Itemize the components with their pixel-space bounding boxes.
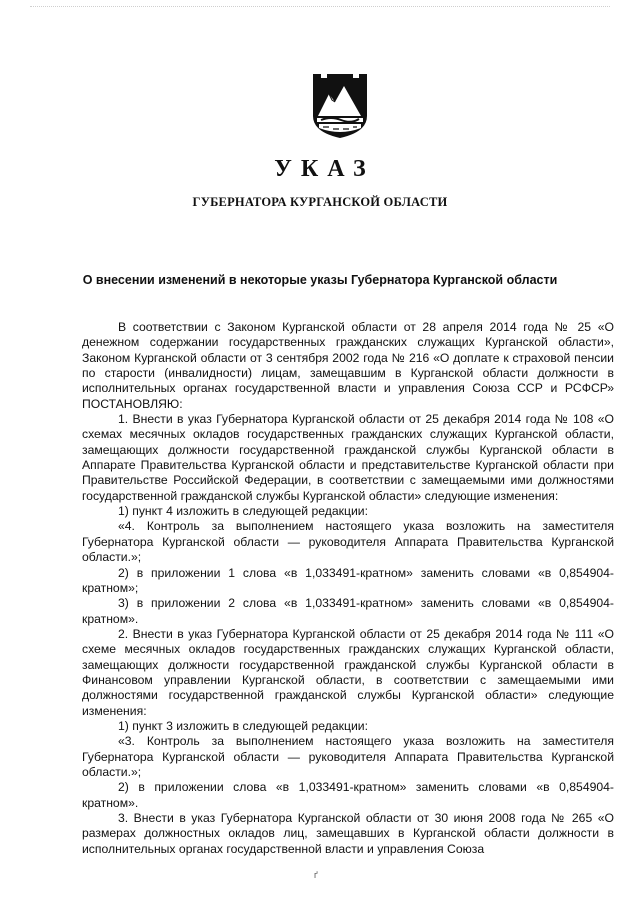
item-1-sub-2: 2) в приложении 1 слова «в 1,033491-кратном» заменить словами «в 0,854904-кратном»; (82, 565, 614, 595)
preamble-paragraph: В соответствии с Законом Курганской области от 28 апреля 2014 года № 25 «О денежном содержании государственных гражданских служащих Курганской области», Законом Курганской области от 3 сентября 2002 года № 216 «О доплате к страховой пенсии по старости (инвалидности) лицам, замещавшим в Курганской области должности в исполнительных органах государственной власти и управления Союза ССР и РСФСР» ПОСТАНОВЛЯЮ: (82, 320, 614, 411)
decree-issuer: ГУБЕРНАТОРА КУРГАНСКОЙ ОБЛАСТИ (192, 195, 448, 209)
document-body (82, 320, 614, 857)
item-2-sub-1: 1) пункт 3 изложить в следующей редакции: (118, 718, 368, 733)
item-3-paragraph: 3. Внести в указ Губернатора Курганской области от 30 июня 2008 года № 265 «О размерах должностных окладов лиц, замещавших в Курганской области должности в исполнительных органах государственной власти и управления Союза (82, 811, 614, 856)
item-2-sub-2: 2) в приложении слова «в 1,033491-кратном» заменить словами «в 0,854904-кратном». (82, 780, 614, 810)
item-2-quote: «3. Контроль за выполнением настоящего указа возложить на заместителя Губернатора Курганской области — руководителя Аппарата Правительства Курганской области.»; (82, 734, 614, 779)
item-2-paragraph: 2. Внести в указ Губернатора Курганской области от 25 декабря 2014 года № 111 «О схеме месячных окладов государственных гражданских служащих Курганской области, замещающих должности государственной гражданской службы Курганской области в Финансовом управлении Курганской области, в соответствии с замещаемыми ими должностями государственной гражданской службы Курганской области» следующие изменения: (82, 626, 614, 718)
scan-edge-divider (30, 6, 610, 8)
item-1-sub-1: 1) пункт 4 изложить в следующей редакции: (118, 504, 368, 519)
kurgan-oblast-coat-of-arms-icon (311, 72, 369, 140)
decree-title: УКАЗ (274, 156, 375, 182)
page-mark: ґ (314, 870, 318, 880)
item-1-paragraph: 1. Внести в указ Губернатора Курганской области от 25 декабря 2014 года № 108 «О схемах месячных окладов государственных гражданских служащих Курганской области, замещающих должности государственной гражданской службы Курганской области в Аппарате Правительства Курганской области и представительстве Курганской области при Правительстве Российской Федерации, в соответствии с замещаемыми ими должностями государственной гражданской службы Курганской области» следующие изменения: (82, 412, 614, 503)
item-1-quote: «4. Контроль за выполнением настоящего указа возложить на заместителя Губернатора Курганской области — руководителя Аппарата Правительства Курганской области.»; (82, 519, 614, 565)
item-1-sub-3: 3) в приложении 2 слова «в 1,033491-кратном» заменить словами «в 0,854904-кратном». (82, 596, 614, 626)
document-heading: О внесении изменений в некоторые указы Губернатора Курганской области (82, 273, 558, 287)
